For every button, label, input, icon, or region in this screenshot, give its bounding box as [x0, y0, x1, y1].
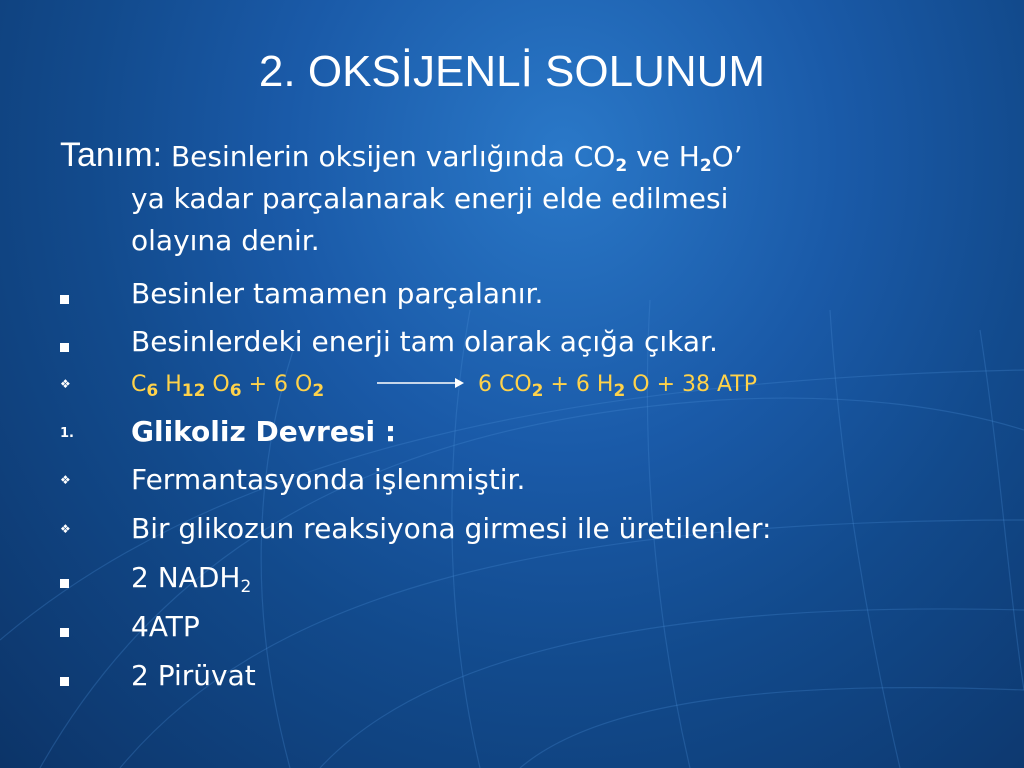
diamond-bullet-icon: ❖ [60, 522, 71, 536]
square-bullet-icon [60, 622, 100, 641]
diamond-item [60, 462, 1000, 498]
bullet-item [60, 276, 1000, 312]
h2o-subscript: 2 [699, 156, 712, 176]
square-bullet-icon [60, 573, 100, 592]
product-piruvat: 2 Pirüvat [131, 659, 256, 692]
definition-text-part1: Besinlerin oksijen varlığında CO [162, 140, 616, 173]
square-bullet-icon [60, 289, 100, 308]
bullet-item [60, 324, 1000, 360]
bullet-item [60, 609, 1000, 645]
equation-row [60, 370, 1000, 402]
reaction-arrow-icon [375, 376, 465, 390]
definition-text-part3: O’ [711, 140, 743, 173]
glikoliz-heading: Glikoliz Devresi : [131, 415, 397, 448]
bullet-text: Besinlerdeki enerji tam olarak açığa çıkar. [131, 325, 718, 358]
definition-line-2: ya kadar parçalanarak enerji elde edilmesi [131, 182, 729, 215]
co2-subscript: 2 [615, 156, 628, 176]
number-marker: 1. [60, 426, 74, 441]
slide-title: 2. OKSİJENLİ SOLUNUM [258, 47, 766, 96]
product-nadh: 2 $NADH_2$ [131, 561, 252, 597]
diamond-item [60, 511, 1000, 547]
definition-text-part2: ve H [627, 140, 700, 173]
square-bullet-icon [60, 337, 100, 356]
numbered-item [60, 414, 1000, 450]
diamond-item-text: Fermantasyonda işlenmiştir. [131, 463, 526, 496]
diamond-bullet-icon: ❖ [60, 377, 71, 391]
definition-lead: Tanım: [60, 136, 163, 174]
square-bullet-icon [60, 671, 100, 690]
bullet-item [60, 560, 1000, 600]
bullet-text: Besinler tamamen parçalanır. [131, 277, 544, 310]
diamond-bullet-icon: ❖ [60, 473, 71, 487]
equation-left: $C_6$ $H_{12}$ $O_6 + 6$ $O_2$ [131, 372, 325, 401]
product-atp: 4ATP [131, 610, 200, 643]
equation-right: 6 $CO_2 + 6$ $H_2$ O + 38 ATP [478, 372, 758, 401]
definition-line-3: olayına denir. [131, 224, 320, 257]
diamond-item-text: Bir glikozun reaksiyona girmesi ile üretilenler: [131, 512, 772, 545]
bullet-item [60, 658, 1000, 694]
definition-block [60, 134, 960, 262]
